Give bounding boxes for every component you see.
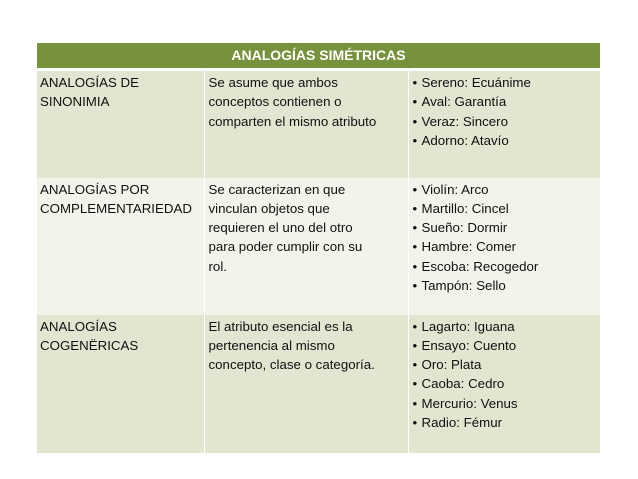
bullet-icon: • [412, 318, 418, 334]
analogy-description: Se caracterizan en que vinculan objetos que requieren el uno del otro para poder cumplir con su rol. [208, 181, 363, 274]
example-text: Tampón: Sello [421, 277, 506, 293]
example-text: Lagarto: Iguana [421, 318, 515, 334]
example-text: Oro: Plata [421, 357, 482, 373]
analogy-type-cell [37, 178, 204, 315]
example-text: Mercurio: Venus [421, 395, 518, 411]
bullet-icon: • [412, 181, 418, 197]
examples-list [413, 73, 597, 150]
bullet-icon: • [412, 258, 418, 274]
example-item [413, 317, 597, 336]
example-text: Violín: Arco [421, 181, 489, 197]
analogy-type-cell [37, 315, 204, 453]
analogy-examples-cell [408, 178, 600, 315]
example-item [413, 374, 597, 393]
example-item [413, 413, 597, 432]
example-text: Sereno: Ecuánime [421, 75, 531, 90]
analogy-description-cell [204, 70, 408, 178]
bullet-icon: • [412, 75, 418, 90]
example-text: Caoba: Cedro [421, 376, 505, 392]
example-item [413, 112, 597, 131]
analogy-examples-cell [408, 70, 600, 178]
example-item [413, 199, 597, 218]
example-item [413, 336, 597, 355]
example-item [413, 73, 597, 92]
example-text: Hambre: Comer [421, 239, 517, 255]
analogy-type-cell [37, 70, 204, 178]
bullet-icon: • [412, 239, 418, 255]
bullet-icon: • [412, 414, 418, 430]
analogy-examples-cell [408, 315, 600, 453]
bullet-icon: • [412, 220, 418, 236]
analogy-description: El atributo esencial es la pertenencia al mismo concepto, clase o categoría. [208, 318, 375, 373]
analogy-type: ANALOGÍAS COGENËRICAS [40, 318, 139, 353]
table-row [37, 70, 600, 178]
bullet-icon: • [412, 376, 418, 392]
analogy-description-cell [204, 315, 408, 453]
analogy-type: ANALOGÍAS DE SINONIMIA [40, 75, 140, 110]
bullet-icon: • [412, 357, 418, 373]
example-text: Aval: Garantía [421, 94, 507, 110]
examples-list [413, 180, 597, 296]
table-row [37, 315, 600, 453]
example-item [413, 257, 597, 276]
example-item [413, 237, 597, 256]
example-text: Escoba: Recogedor [421, 258, 539, 274]
example-item [413, 276, 597, 295]
example-item [413, 355, 597, 374]
example-item [413, 394, 597, 413]
bullet-icon: • [412, 200, 418, 216]
example-text: Ensayo: Cuento [421, 337, 517, 353]
analogy-type: ANALOGÍAS POR COMPLEMENTARIEDAD [40, 181, 192, 216]
example-text: Radio: Fémur [421, 414, 503, 430]
example-text: Martillo: Cincel [421, 200, 509, 216]
example-item [413, 180, 597, 199]
example-text: Sueño: Dormir [421, 220, 508, 236]
bullet-icon: • [412, 132, 418, 148]
analogy-description: Se asume que ambos conceptos contienen o comparten el mismo atributo [208, 75, 377, 129]
bullet-icon: • [412, 113, 418, 129]
example-item [413, 218, 597, 237]
table-header-row [37, 43, 600, 70]
example-text: Adorno: Atavío [421, 132, 509, 148]
bullet-icon: • [412, 395, 418, 411]
bullet-icon: • [412, 94, 418, 110]
example-text: Veraz: Sincero [421, 113, 508, 129]
example-item [413, 92, 597, 111]
example-item [413, 131, 597, 150]
examples-list [413, 317, 597, 433]
table-title: ANALOGÍAS SIMÉTRICAS [37, 43, 600, 70]
bullet-icon: • [412, 277, 418, 293]
analogy-description-cell [204, 178, 408, 315]
bullet-icon: • [412, 337, 418, 353]
analogies-table [37, 43, 600, 453]
table-row [37, 178, 600, 315]
